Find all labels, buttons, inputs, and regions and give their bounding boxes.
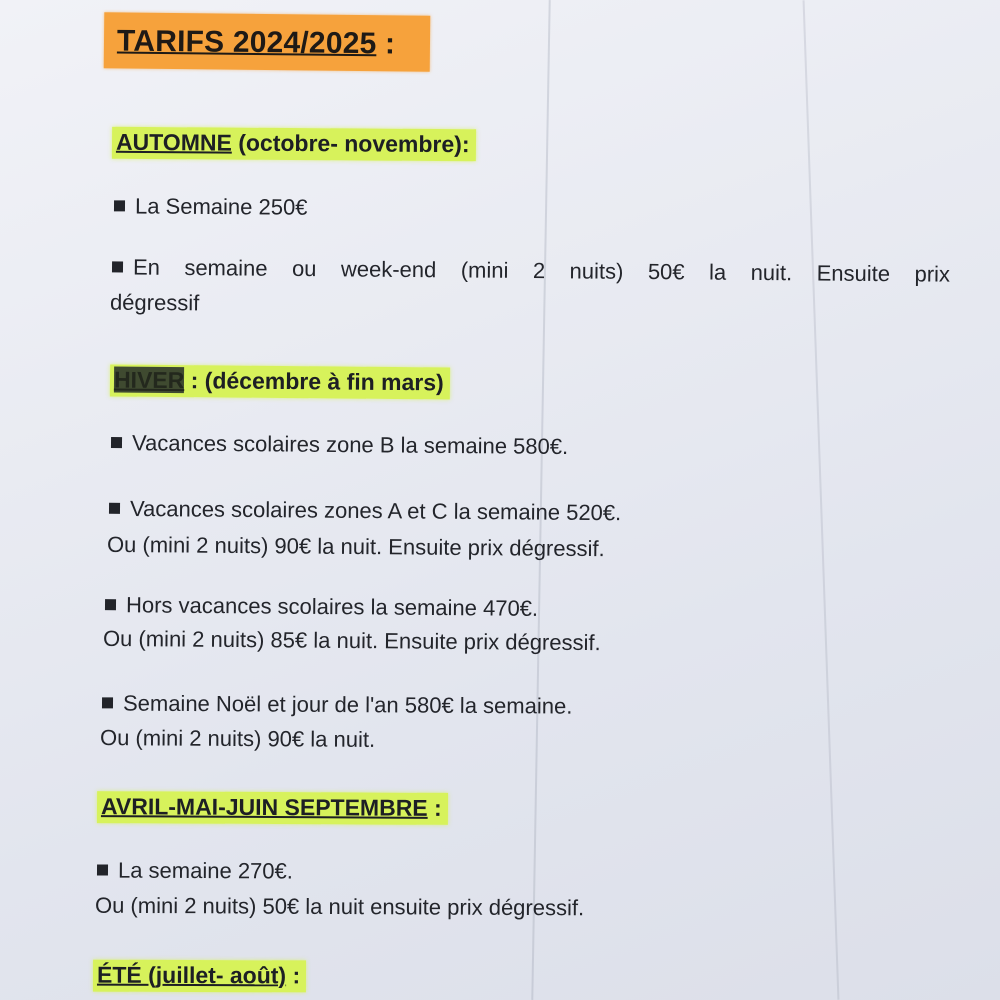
- list-item-continuation: Ou (mini 2 nuits) 50€ la nuit ensuite prix dégressif.: [94, 892, 585, 921]
- section-heading-automne: [112, 129, 476, 159]
- list-item: Vacances scolaires zone B la semaine 580€.: [111, 430, 568, 460]
- highlight: AVRIL-MAI-JUIN SEPTEMBRE :: [97, 791, 448, 825]
- bullet-icon: [97, 864, 108, 875]
- list-item: La semaine 270€.: [97, 857, 293, 884]
- highlight: ÉTÉ (juillet- août) :: [93, 960, 306, 993]
- section-heading-ete: [93, 962, 306, 990]
- bullet-icon: [102, 697, 113, 708]
- bullet-icon: [105, 599, 116, 610]
- list-item: Vacances scolaires zones A et C la semaine 520€.: [109, 496, 621, 526]
- bullet-icon: [112, 261, 123, 272]
- list-item: La Semaine 250€: [114, 193, 308, 220]
- list-item-continuation: Ou (mini 2 nuits) 85€ la nuit. Ensuite prix dégressif.: [102, 625, 601, 656]
- highlight: AUTOMNE (octobre- novembre):: [112, 127, 476, 162]
- page-title: TARIFS 2024/2025 :: [116, 24, 396, 61]
- bullet-icon: [109, 503, 120, 514]
- section-heading-hiver: [110, 367, 450, 397]
- list-item: Semaine Noël et jour de l'an 580€ la semaine.: [102, 690, 573, 719]
- list-item: En semaine ou week-end (mini 2 nuits) 50€ la nuit. Ensuite prix: [112, 254, 950, 287]
- bullet-icon: [111, 437, 122, 448]
- section-heading-avril-septembre: [97, 793, 448, 822]
- list-item: Hors vacances scolaires la semaine 470€.: [105, 592, 538, 622]
- list-item-continuation: Ou (mini 2 nuits) 90€ la nuit. Ensuite prix dégressif.: [106, 531, 605, 562]
- list-item-continuation: dégressif: [109, 289, 200, 316]
- bullet-icon: [114, 200, 125, 211]
- highlight: HIVER : (décembre à fin mars): [110, 365, 450, 400]
- paper-fold: [803, 0, 840, 999]
- list-item-continuation: Ou (mini 2 nuits) 90€ la nuit.: [99, 725, 376, 752]
